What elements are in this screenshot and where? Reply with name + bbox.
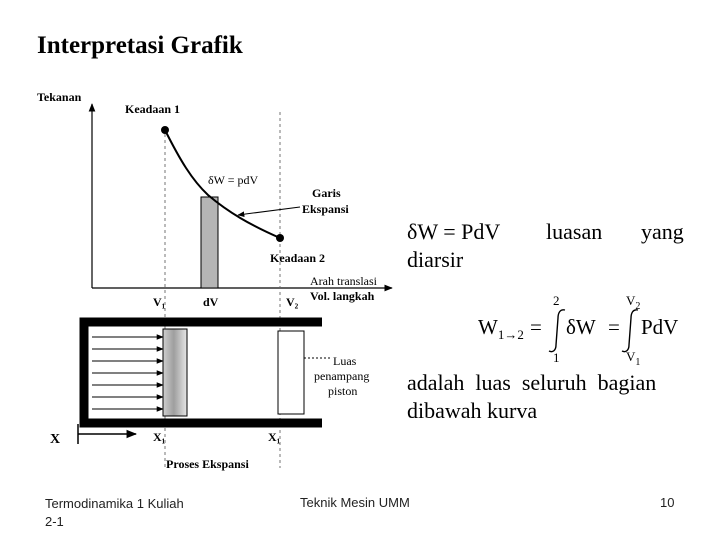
footer-course <box>45 495 184 531</box>
explanation-word-luasan: luasan <box>546 219 603 244</box>
int1-sign <box>549 310 565 352</box>
curve-label-line2: Ekspansi <box>302 202 349 216</box>
int1-upper: 2 <box>553 293 560 308</box>
work-label: δW = pdV <box>208 173 259 187</box>
footer-course-line2: 2-1 <box>45 514 64 529</box>
footer-page-number: 10 <box>660 495 675 510</box>
int2-body: PdV <box>641 315 679 339</box>
work-strip <box>201 197 218 288</box>
explanation-formula: δW = PdV <box>407 219 501 244</box>
eq-lhs: $W_{1\to 2}$ <box>478 315 524 342</box>
state2-point <box>276 234 284 242</box>
state2-label: Keadaan 2 <box>270 251 326 265</box>
x2-label: X₁ <box>268 430 281 444</box>
explanation-diarsir: diarsir <box>407 247 464 272</box>
y-axis-label: Tekanan <box>37 90 82 104</box>
int2-upper: $V_2$ <box>626 293 641 312</box>
area-label-line2: penampang <box>314 369 370 383</box>
int2-lower: $V_1$ <box>626 349 641 368</box>
pressure-arrows <box>92 337 163 409</box>
slide-title: Interpretasi Grafik <box>37 32 243 59</box>
area-label-line3: piston <box>328 384 358 398</box>
translation-label-line1: Arah translasi <box>310 274 377 288</box>
int1-lower: 1 <box>553 350 560 365</box>
footer-course-line1: Termodinamika 1 Kuliah <box>45 496 184 511</box>
footer-department: Teknik Mesin UMM <box>300 495 410 510</box>
explanation-word-yang: yang <box>641 219 684 244</box>
curve-label-line1: Garis <box>312 186 341 200</box>
cylinder-right-open <box>278 331 304 414</box>
explanation-line4: dibawah kurva <box>407 398 538 423</box>
dv-label: dV <box>203 295 219 309</box>
piston <box>163 329 187 416</box>
int2-sign <box>622 310 638 352</box>
x1-label: X₁ <box>153 430 166 444</box>
translation-label-line2: Vol. langkah <box>310 289 375 303</box>
state1-label: Keadaan 1 <box>125 102 181 116</box>
area-label-line1: Luas <box>333 354 357 368</box>
v1-label: V₁ <box>153 295 166 309</box>
v2-label: V₂ <box>286 295 299 309</box>
int1-body: δW <box>566 315 596 339</box>
process-label: Proses Ekspansi <box>166 457 249 471</box>
eq-equals-1: = <box>530 315 542 339</box>
eq-equals-2: = <box>608 315 620 339</box>
state1-point <box>161 126 169 134</box>
explanation-line3: adalah luas seluruh bagian <box>407 370 657 395</box>
curve-label-arrow <box>238 207 300 215</box>
x-axis-label: X <box>50 432 61 447</box>
